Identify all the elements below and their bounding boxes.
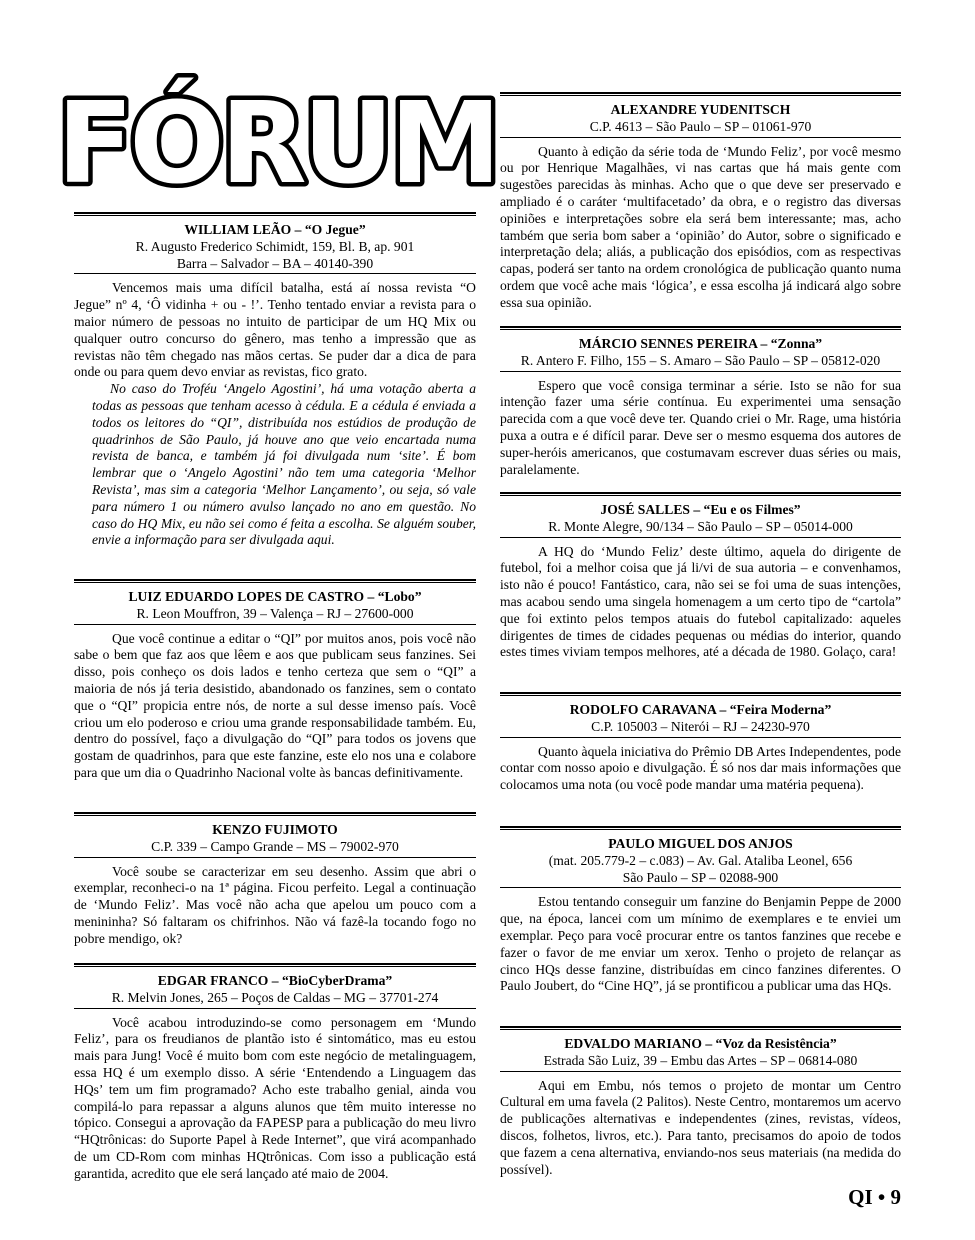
letter-address: C.P. 339 – Campo Grande – MS – 79002-970 xyxy=(74,839,476,858)
letter-address: R. Augusto Frederico Schimidt, 159, Bl. B, ap. 901 xyxy=(135,238,415,254)
divider xyxy=(500,1026,901,1030)
divider xyxy=(500,92,901,96)
letter-body xyxy=(500,1078,901,1179)
letter-address: R. Melvin Jones, 265 – Poços de Caldas – MG – 37701-274 xyxy=(74,990,476,1009)
letter-address: R. Antero F. Filho, 155 – S. Amaro – São Paulo – SP – 05812-020 xyxy=(500,353,901,372)
letter-text: Espero que você consiga terminar a série. Isto se não for sua intenção fazer uma série contínua. Eu experimentei uma sensação parecida com a que você deve ter. Quando criei o Mr. Rage, uma história puxa a outra e é difícil parar. Deve ser o mesmo esquema dos autores de super-heróis americanos, que costumavam escrever duas séries ou mais, paralelamente. xyxy=(500,377,901,477)
letter-text: Você acabou introduzindo-se como personagem em ‘Mundo Feliz’, para os freudianos de plantão isto é sintomático, mas eu estou mais para Jung! Você é muito bom com este negócio de metalinguagem, essa HQ é um exemplo disso. A série ‘Entendendo a Linguagem das HQs’ tem um fim programado? Acho este trabalho genial, ainda vou compilá-lo para repassar a alguns alunos que têm muito interesse no tópico. Consegui a aprovação da FAPESP para a publicação do meu livro “HQtrônicas: do Suporte Papel à Rede Internet”, que virá acompanhado de um CD-Rom com minhas HQtrônicas. Com isso a publicação está garantida, acredito que ele será lançado até maio de 2004. xyxy=(74,1014,476,1181)
letter-luiz-eduardo xyxy=(74,579,476,782)
letter-text: Você soube se caracterizar em seu desenho. Assim que abri o exemplar, reconheci-o na 1ª página. Ficou perfeito. Legal a continuação de ‘Mundo Feliz’. Mas você não acha que apelou um pouco com a menininha? Só faltaram os chifrinhos. Não vá fazê-la tocando fogo no pobre mendigo, ok? xyxy=(74,863,476,946)
letter-rodolfo-caravana xyxy=(500,692,901,794)
divider xyxy=(74,212,476,216)
letter-header xyxy=(500,836,901,888)
letter-address: São Paulo – SP – 02088-900 xyxy=(500,870,901,889)
letter-address: R. Monte Alegre, 90/134 – São Paulo – SP – 05014-000 xyxy=(500,519,901,538)
letter-text: Que você continue a editar o “QI” por muitos anos, pois você não sabe o bem que faz aos que lêem e aos que publicam seus fanzines. Sei disso, pois conheço os dois lados e tenho certeza que sem o “QI” a maioria de nós já teria desistido, abandonado os fanzines, sem o contato que o “QI” propicia entre nós, de norte a sul desse imenso país. Você criou um elo poderoso e criou uma grande responsabilidade também. Eu, dentro do possível, faço a divulgação do “QI” para todos os jovens que gostam de quadrinhos, para que este fanzine, este elo nos una e colabore para que um dia o Quadrinho Nacional volte às bancas definitivamente. xyxy=(74,630,476,780)
letter-author: EDVALDO MARIANO – “Voz da Resistência” xyxy=(564,1036,837,1051)
letter-author: EDGAR FRANCO – “BioCyberDrama” xyxy=(157,973,393,988)
letter-address: (mat. 205.779-2 – c.083) – Av. Gal. Ataliba Leonel, 656 xyxy=(548,852,853,868)
letter-edgar-franco xyxy=(74,963,476,1183)
letter-header xyxy=(500,1036,901,1072)
letter-header xyxy=(74,973,476,1009)
letter-body xyxy=(74,631,476,782)
letter-body xyxy=(74,864,476,948)
divider xyxy=(74,963,476,967)
letter-header xyxy=(74,222,476,274)
letter-author: JOSÉ SALLES – “Eu e os Filmes” xyxy=(600,502,801,517)
letter-address: Estrada São Luiz, 39 – Embu das Artes – SP – 06814-080 xyxy=(500,1053,901,1072)
letter-author: ALEXANDRE YUDENITSCH xyxy=(610,102,791,117)
letter-text: Estou tentando conseguir um fanzine do Benjamin Peppe de 2000 que, na época, lancei com um mínimo de exemplares e te enviei um exemplar. Peço para você procurar entre os tantos fanzines que recebe e fazer o favor de me enviar um xerox. Tenho o projeto de relançar as cinco HQs desse fanzine, distribuídas em cinco fanzines diferentes. O Paulo Joubert, do “Cine HQ”, já se prontificou a publicar uma das HQs. xyxy=(500,894,901,994)
letter-body xyxy=(500,894,901,995)
letter-william-leao xyxy=(74,212,476,549)
letter-address: Barra – Salvador – BA – 40140-390 xyxy=(74,256,476,275)
letter-jose-salles xyxy=(500,492,901,661)
letter-author: MÁRCIO SENNES PEREIRA – “Zonna” xyxy=(578,336,823,351)
letter-address: C.P. 105003 – Niterói – RJ – 24230-970 xyxy=(500,719,901,738)
letter-body xyxy=(74,1015,476,1183)
letter-text: A HQ do ‘Mundo Feliz’ deste último, aquela do dirigente de futebol, foi a melhor coisa que já li/vi de sua autoria – e convenhamos, isto não é pouco! Fantástico, cara, não sei se foi uma de suas intenções, mas acabou sendo uma singela homenagem a um certo tipo de “cartola” que foi extinto pelos tempos atuais do futebol capitalizado: aqueles dirigentes de times de cidades pequenas ou médias do interior, quando estes times viviam tempos melhores, até a década de 1980. Golaço, cara! xyxy=(500,543,901,660)
letter-author: PAULO MIGUEL DOS ANJOS xyxy=(608,836,793,851)
letter-author: RODOLFO CARAVANA – “Feira Moderna” xyxy=(569,702,832,717)
divider xyxy=(74,579,476,583)
letter-text: Quanto àquela iniciativa do Prêmio DB Artes Independentes, pode contar com nosso apoio e divulgação. É só nos dar mais informações que colocamos uma nota (ou você pode mandar uma matéria pequena). xyxy=(500,743,901,793)
letter-body xyxy=(500,378,901,479)
letter-header xyxy=(74,822,476,858)
page-number: QI • 9 xyxy=(848,1185,901,1209)
editor-reply: No caso do Troféu ‘Angelo Agostini’, há uma votação aberta a todas as pessoas que tenham acesso à cédula. E a cédula é enviada a todos os leitores do “QI”, distribuída nos estúdios de produção de quadrinhos de São Paulo, já houve ano que veio encartada numa revista de banca, e também já foi divulgada num ‘site’. É bom lembrar que o ‘Angelo Agostini’ não tem uma categoria ‘Melhor Revista’, mas sim a categoria ‘Melhor Lançamento’, ou seja, só vale para número 1 ou número avulso lançado no ano em questão. No caso do HQ Mix, eu não sei como é feita a escolha. Se alguém souber, envie a informação para ser divulgada aqui. xyxy=(92,381,476,548)
letter-body xyxy=(74,280,476,549)
letter-edvaldo-mariano xyxy=(500,1026,901,1178)
letter-header xyxy=(500,102,901,138)
divider xyxy=(500,326,901,330)
letter-text: Quanto à edição da série toda de ‘Mundo Feliz’, por você mesmo ou por Henrique Magalhães, vi nas cartas que há mais gente com sugestões parecidas às minhas. Acho que o que deve ser preservado e ampliado é o caráter ‘multifacetado’ da obra, e o registro das diversas opiniões e interpretações sobre ela será bem interessante; mas, acho também que seria bom saber a ‘opinião’ do Autor, sobre o significado e interpretação dela; aliás, a publicação dos episódios, com as respectivas capas, poderá ser tanto na ordem cronológica de publicação quanto numa ordem que você ache mais ‘lógica’, e essa escolha já indicará algo sobre essa sua opinião. xyxy=(500,143,901,310)
letter-address: C.P. 4613 – São Paulo – SP – 01061-970 xyxy=(500,119,901,138)
letter-alexandre-yudenitsch xyxy=(500,92,901,312)
letter-address: R. Leon Mouffron, 39 – Valença – RJ – 27600-000 xyxy=(74,606,476,625)
letter-author: KENZO FUJIMOTO xyxy=(212,822,338,837)
divider xyxy=(74,812,476,816)
letter-header xyxy=(500,702,901,738)
letter-body xyxy=(500,544,901,662)
divider xyxy=(500,826,901,830)
letter-header xyxy=(500,502,901,538)
forum-logo-art xyxy=(56,79,498,209)
letter-body xyxy=(500,144,901,312)
letter-text: Vencemos mais uma difícil batalha, está aí nossa revista “O Jegue” nº 4, ‘Ô vidinha + ou - !’. Tenho tentado enviar a revista para o maior número de pessoas no intuito de participar de um HQ Mix ou qualquer outro concurso do gênero, mas tenho a impressão que as revistas não têm chegado nas mãos certas. Se puder dar a dica de para onde ou para quem devo enviar as revistas, fico grato. xyxy=(74,280,476,380)
letter-paulo-miguel xyxy=(500,826,901,995)
divider xyxy=(500,692,901,696)
forum-logo-text: FÓRUM xyxy=(56,79,498,209)
letter-author: WILLIAM LEÃO – “O Jegue” xyxy=(184,222,366,237)
letter-text: Aqui em Embu, nós temos o projeto de montar um Centro Cultural em uma favela (2 Palitos). Neste Centro, montaremos um acervo de publicações alternativas e independentes (zines, revistas, vídeos, discos, folhetos, livros, etc.). Para tanto, precisamos do apoio de todos que fazem a cena alternativa, enviando-nos seus materiais (na medida do possível). xyxy=(500,1077,901,1177)
letter-author: LUIZ EDUARDO LOPES DE CASTRO – “Lobo” xyxy=(128,589,422,604)
letter-marcio-sennes xyxy=(500,326,901,478)
letter-header xyxy=(500,336,901,372)
letter-body xyxy=(500,744,901,794)
forum-logo xyxy=(56,79,498,209)
letter-header xyxy=(74,589,476,625)
letter-kenzo-fujimoto xyxy=(74,812,476,948)
divider xyxy=(500,492,901,496)
